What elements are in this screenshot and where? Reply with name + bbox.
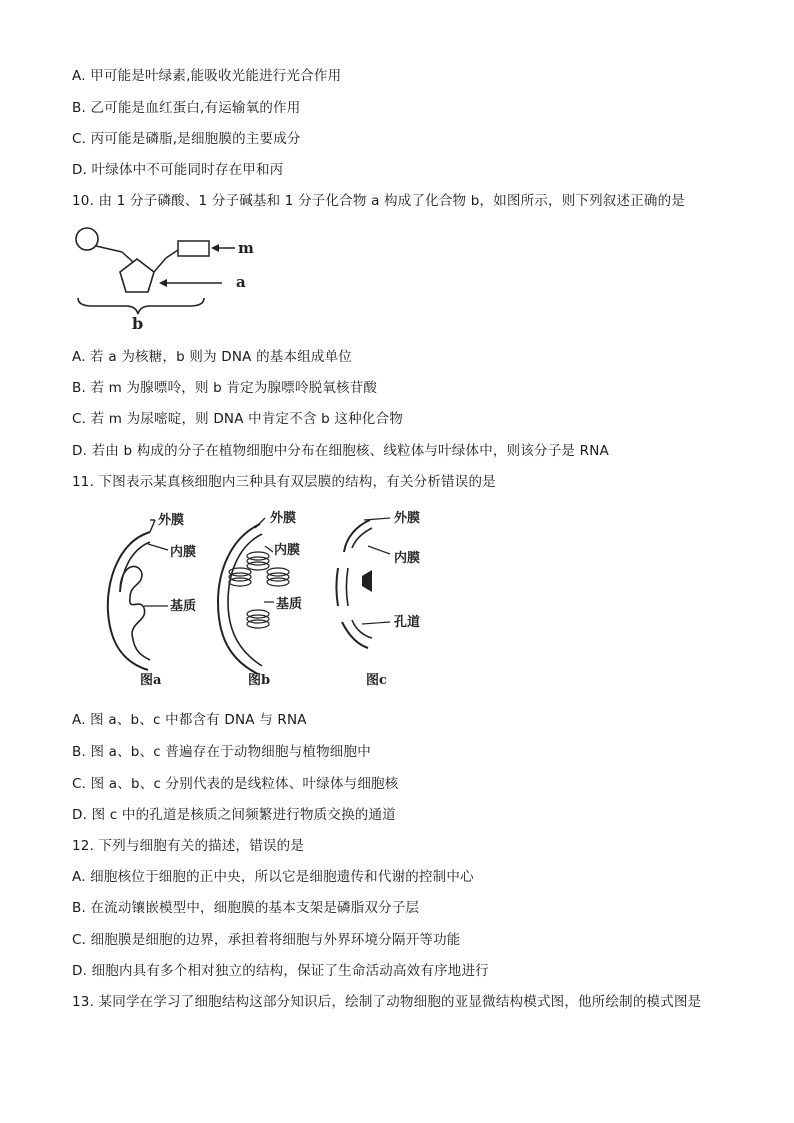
q11-option-b: B. 图 a、b、c 普遍存在于动物细胞与植物细胞中 [72, 744, 371, 760]
q12-option-a: A. 细胞核位于细胞的正中央，所以它是细胞遗传和代谢的控制中心 [72, 869, 474, 885]
fig-c-outer-label: 外膜 [394, 511, 421, 526]
fig-b-matrix-label: 基质 [276, 597, 303, 612]
q11-option-a: A. 图 a、b、c 中都含有 DNA 与 RNA [72, 712, 307, 728]
q12-option-b: B. 在流动镶嵌模型中，细胞膜的基本支架是磷脂双分子层 [72, 900, 420, 916]
figure-c-nucleus [337, 510, 421, 688]
nucleotide-diagram [70, 222, 280, 334]
fig-b-inner-label: 内膜 [274, 543, 301, 558]
arrow-m [211, 244, 219, 252]
base-bond [154, 258, 166, 272]
figure-a-mitochondrion [108, 512, 196, 688]
label-b: b [132, 314, 144, 333]
nuclear-pore-marker [362, 570, 372, 592]
label-m: m [238, 239, 254, 257]
q10-option-b: B. 若 m 为腺嘌呤，则 b 肯定为腺嘌呤脱氧核苷酸 [72, 380, 378, 396]
q12-stem: 12. 下列与细胞有关的描述，错误的是 [72, 838, 305, 854]
q12-option-d: D. 细胞内具有多个相对独立的结构，保证了生命活动高效有序地进行 [72, 963, 489, 979]
q11-figure [100, 502, 440, 694]
fig-a-outer-label: 外膜 [158, 513, 185, 528]
label-a: a [236, 273, 246, 291]
fig-b-caption: 图b [248, 673, 271, 688]
q9-option-a: A. 甲可能是叶绿素,能吸收光能进行光合作用 [72, 68, 342, 84]
grana-stacks [229, 552, 289, 628]
q9-option-b: B. 乙可能是血红蛋白,有运输氧的作用 [72, 100, 301, 116]
q11-option-c: C. 图 a、b、c 分别代表的是线粒体、叶绿体与细胞核 [72, 776, 399, 792]
q9-option-d: D. 叶绿体中不可能同时存在甲和丙 [72, 162, 284, 178]
base-rectangle [178, 241, 209, 256]
q13-stem: 13. 某同学在学习了细胞结构这部分知识后，绘制了动物细胞的亚显微结构模式图，他所绘制的模式图是 [72, 994, 702, 1010]
q10-stem: 10. 由 1 分子磷酸、1 分子碱基和 1 分子化合物 a 构成了化合物 b，如图所示，则下列叙述正确的是 [72, 193, 685, 209]
phosphate-bond [96, 246, 122, 252]
q11-option-d: D. 图 c 中的孔道是核质之间频繁进行物质交换的通道 [72, 807, 396, 823]
fig-a-inner-label: 内膜 [170, 545, 197, 560]
fig-c-pore-label: 孔道 [394, 615, 421, 630]
fig-c-inner-label: 内膜 [394, 551, 421, 566]
q11-stem: 11. 下图表示某真核细胞内三种具有双层膜的结构，有关分析错误的是 [72, 474, 496, 490]
arrow-a [159, 279, 167, 287]
fig-c-caption: 图c [366, 673, 387, 688]
q10-option-a: A. 若 a 为核糖，b 则为 DNA 的基本组成单位 [72, 349, 353, 365]
figure-b-chloroplast [218, 510, 302, 688]
q12-option-c: C. 细胞膜是细胞的边界，承担着将细胞与外界环境分隔开等功能 [72, 932, 461, 948]
q10-figure [70, 222, 280, 334]
q10-option-c: C. 若 m 为尿嘧啶，则 DNA 中肯定不含 b 这种化合物 [72, 411, 403, 427]
fig-a-matrix-label: 基质 [170, 599, 197, 614]
q10-option-d: D. 若由 b 构成的分子在植物细胞中分布在细胞核、线粒体与叶绿体中，则该分子是 RNA [72, 443, 609, 459]
pentose-pentagon [120, 259, 154, 292]
brace [78, 298, 204, 314]
double-membrane-structures [100, 502, 440, 694]
phosphate-circle [76, 228, 98, 250]
fig-a-caption: 图a [140, 673, 162, 688]
q9-option-c: C. 丙可能是磷脂,是细胞膜的主要成分 [72, 131, 301, 147]
fig-b-outer-label: 外膜 [270, 511, 297, 526]
